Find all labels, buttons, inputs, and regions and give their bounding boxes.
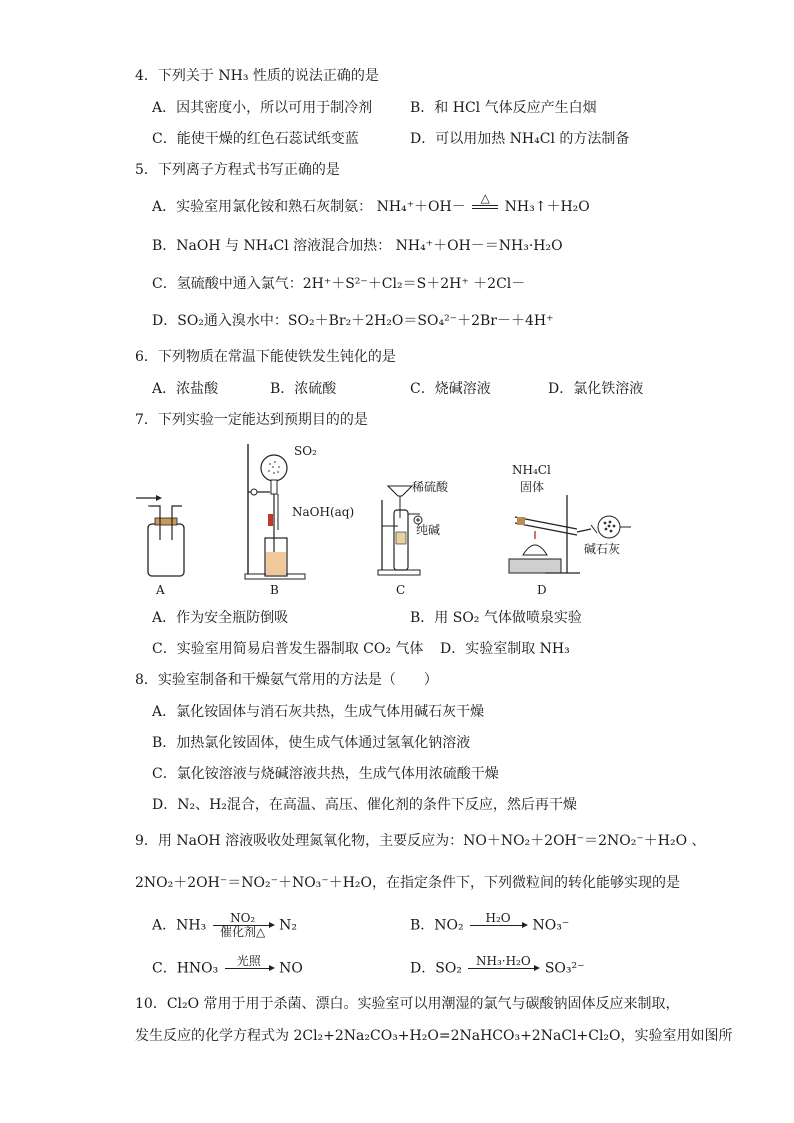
q9-b-arrow [470,912,526,939]
q5-option-d: D．SO₂通入溴水中：SO₂＋Br₂＋2H₂O＝SO₄²⁻＋2Br－＋4H⁺ [152,313,554,329]
q7-option-c: C．实验室用简易启普发生器制取 CO₂ 气体 [152,641,424,657]
q9-stem-line2: 2NO₂＋2OH⁻＝NO₂⁻＋NO₃⁻＋H₂O，在指定条件下，下列微粒间的转化能够实现的是 [135,875,680,891]
q7-option-b: B．用 SO₂ 气体做喷泉实验 [410,610,582,626]
figure-d-label: D [537,583,547,597]
figure-d-ammonia-setup [505,495,635,577]
q4-option-c: C．能使干燥的红色石蕊试纸变蓝 [152,131,359,147]
figure-d-nh4cl-label: NH₄Cl [512,463,551,477]
figure-b-naoh-label: NaOH(aq) [292,505,355,519]
q9-c-condition: 光照 [236,954,261,968]
q9-option-d [410,955,585,982]
q9-c-arrow [225,955,273,982]
q5-option-a [152,190,590,217]
figure-c-acid-label: 稀硫酸 [412,480,449,494]
figure-c-soda-label: 纯碱 [416,523,441,537]
q5-a-prefix: A．实验室用氯化铵和熟石灰制氨： [152,199,373,215]
figure-a-safety-bottle [128,490,198,580]
q5-b-prefix: B．NaOH 与 NH₄Cl 溶液混合加热： [152,238,392,254]
q9-a-reagent: NO₂ [230,911,256,925]
q8-option-d: D．N₂、H₂混合，在高温、高压、催化剂的条件下反应，然后再干燥 [152,797,577,813]
q7-option-d: D．实验室制取 NH₃ [440,641,570,657]
q9-b-reactant: B．NO₂ [410,917,464,934]
q8-option-b: B．加热氯化铵固体，使生成气体通过氢氧化钠溶液 [152,735,471,751]
q10-line2: 发生反应的化学方程式为 2Cl₂+2Na₂CO₃+H₂O=2NaHCO₃+2NaCl+Cl₂O，实验室用如图所 [135,1028,733,1044]
q5-b-equation: NH₄⁺＋OH－＝NH₃·H₂O [395,238,563,254]
figure-c-label: C [396,583,406,597]
q9-option-c [152,955,303,982]
q6-stem: 6．下列物质在常温下能使铁发生钝化的是 [135,349,396,365]
q9-a-arrow [213,912,273,939]
q9-c-reactant: C．HNO₃ [152,960,219,977]
q9-d-reagent: NH₃·H₂O [476,954,531,968]
figure-b-so2-label: SO₂ [294,444,317,458]
q5-stem: 5．下列离子方程式书写正确的是 [135,162,340,178]
q6-option-c: C．烧碱溶液 [410,381,491,397]
figure-d-lime-label: 碱石灰 [584,542,621,556]
q9-b-product: NO₃⁻ [532,917,570,934]
q9-b-reagent: H₂O [485,911,511,925]
q5-option-b [152,236,563,256]
heating-condition [472,190,498,209]
q9-d-product: SO₃²⁻ [544,960,585,977]
q6-option-a: A．浓盐酸 [152,381,219,397]
q7-stem: 7．下列实验一定能达到预期目的的是 [135,412,368,428]
q9-option-b [410,912,569,939]
q9-stem-line1: 9．用 NaOH 溶液吸收处理氮氧化物，主要反应为：NO＋NO₂＋2OH⁻＝2NO₂⁻＋H₂O 、 [135,833,706,849]
q9-d-reactant: D．SO₂ [410,960,462,977]
q5-option-c: C．氢硫酸中通入氯气：2H⁺＋S²⁻＋Cl₂＝S＋2H⁺ ＋2Cl－ [152,276,526,292]
q4-option-b: B．和 HCl 气体反应产生白烟 [410,100,597,116]
q9-option-a [152,912,297,939]
delta-symbol: △ [480,190,490,205]
q9-a-product: N₂ [279,917,297,934]
q8-option-a: A．氯化铵固体与消石灰共热，生成气体用碱石灰干燥 [152,704,485,720]
q8-stem: 8．实验室制备和干燥氨气常用的方法是（ ） [135,672,438,688]
q9-c-product: NO [279,960,303,977]
q4-stem: 4．下列关于 NH₃ 性质的说法正确的是 [135,68,379,84]
q4-option-a: A．因其密度小，所以可用于制冷剂 [152,100,373,116]
figure-a-label: A [156,583,165,597]
figure-d-solid-label: 固体 [520,480,545,494]
q6-option-b: B．浓硫酸 [270,381,337,397]
q5-a-left: NH₄⁺＋OH－ [376,199,466,215]
figure-b-label: B [270,583,279,597]
q9-d-arrow [468,955,538,982]
q4-option-d: D．可以用加热 NH₄Cl 的方法制备 [410,131,630,147]
q7-option-a: A．作为安全瓶防倒吸 [152,610,289,626]
q5-a-right: NH₃↑＋H₂O [504,199,590,215]
q9-a-condition: 催化剂△ [220,925,266,939]
q8-option-c: C．氯化铵溶液与烧碱溶液共热，生成气体用浓硫酸干燥 [152,766,499,782]
q10-line1: 10．Cl₂O 常用于用于杀菌、漂白。实验室可以用潮湿的氯气与碳酸钠固体反应来制取， [135,996,680,1012]
q6-option-d: D．氯化铁溶液 [548,381,644,397]
q9-a-reactant: A．NH₃ [152,917,207,934]
